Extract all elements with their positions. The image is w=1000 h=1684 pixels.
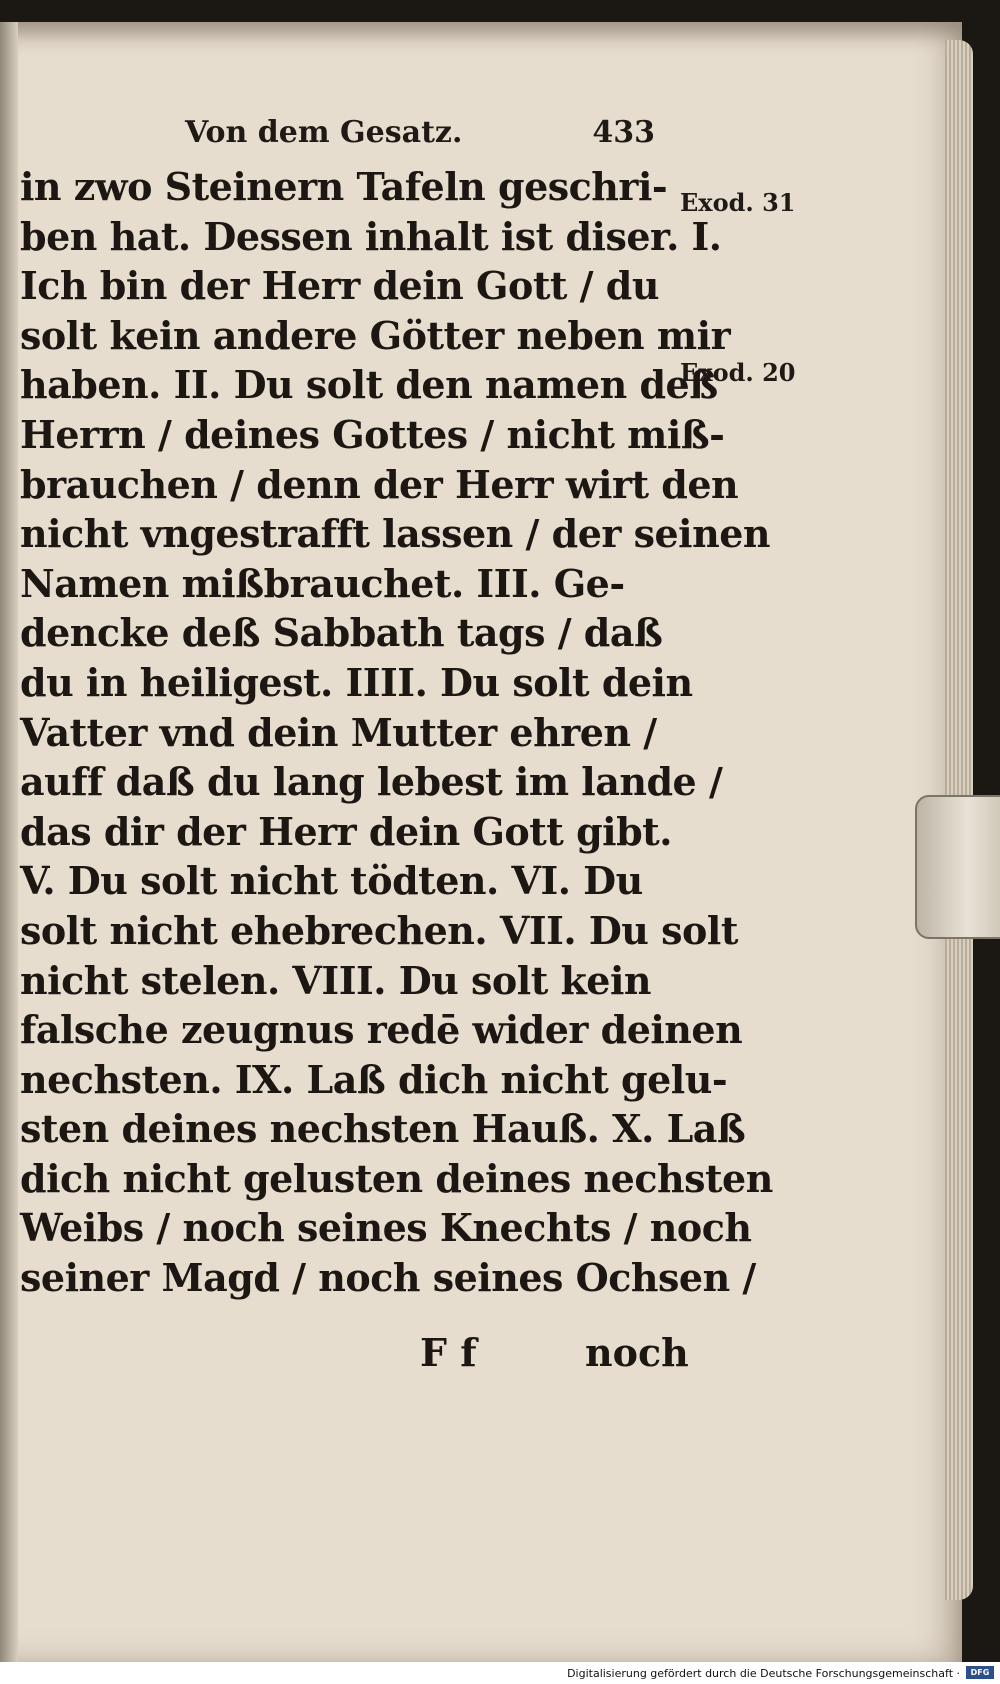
text-line: solt kein andere Götter neben mir (20, 312, 731, 358)
text-line: auff daß du lang lebest im lande / (20, 759, 723, 805)
dfg-logo: DFG (966, 1666, 994, 1679)
text-line: V. Du solt nicht tödten. VI. Du (20, 858, 643, 904)
text-line: in zwo Steinern Tafeln geschri- (20, 164, 668, 209)
text-line: Ich bin der Herr dein Gott / du (20, 263, 659, 309)
margin-note-exod-20: Exod. 20 (680, 358, 796, 387)
catchword: noch (585, 1330, 689, 1375)
text-line: sten deines nechsten Hauß. X. Laß (20, 1106, 746, 1152)
text-line: nicht vngestrafft lassen / der seinen (20, 511, 771, 557)
page-number: 433 (592, 115, 655, 150)
text-line: Namen mißbrauchet. III. Ge- (20, 560, 625, 606)
text-line: dich nicht gelusten deines nechsten (20, 1155, 773, 1201)
text-line: nechsten. IX. Laß dich nicht gelu- (20, 1056, 728, 1102)
signature-mark: F f (420, 1330, 477, 1375)
text-line: ben hat. Dessen inhalt ist diser. I. (20, 213, 722, 259)
text-line: nicht stelen. VIII. Du solt kein (20, 957, 652, 1003)
text-line: Vatter vnd dein Mutter ehren / (20, 709, 657, 755)
margin-note-exod-31: Exod. 31 (680, 188, 796, 217)
page-clip (915, 795, 1000, 939)
running-title: Von dem Gesatz. (185, 115, 463, 150)
page-gutter (0, 22, 18, 1662)
text-line: seiner Magd / noch seines Ochsen / (20, 1255, 756, 1301)
text-line: solt nicht ehebrechen. VII. Du solt (20, 907, 738, 953)
credit-bar (0, 1662, 1000, 1684)
page-header (185, 115, 655, 155)
text-line: falsche zeugnus redē wider deinen (20, 1007, 743, 1053)
text-line: haben. II. Du solt den namen deß (20, 362, 718, 408)
text-line: dencke deß Sabbath tags / daß (20, 610, 663, 656)
text-line: Weibs / noch seines Knechts / noch (20, 1205, 752, 1251)
text-line: das dir der Herr dein Gott gibt. (20, 808, 672, 854)
text-line: Herrn / deines Gottes / nicht miß- (20, 411, 725, 457)
text-line: brauchen / denn der Herr wirt den (20, 461, 739, 507)
text-line: du in heiligest. IIII. Du solt dein (20, 659, 693, 705)
credit-text: Digitalisierung gefördert durch die Deutsche Forschungsgemeinschaft · (567, 1667, 960, 1680)
